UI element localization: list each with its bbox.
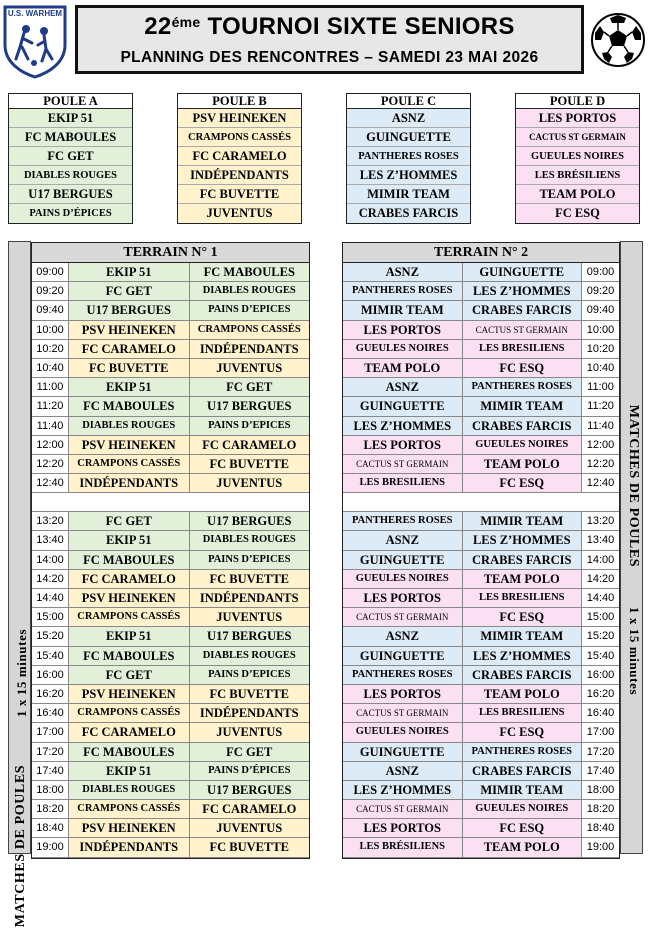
- page-subtitle: PLANNING DES RENCONTRES – SAMEDI 23 MAI 2026: [120, 49, 539, 66]
- away-team: PAINS D’EPICES: [190, 551, 310, 569]
- away-team: GUINGUETTE: [463, 263, 583, 281]
- match-row: [343, 417, 619, 436]
- away-team: JUVENTUS: [190, 819, 310, 837]
- match-row: [32, 378, 309, 397]
- match-time: 10:20: [582, 340, 619, 358]
- home-team: PSV HEINEKEN: [69, 685, 190, 703]
- match-row: [32, 666, 309, 685]
- home-team: FC GET: [69, 512, 190, 530]
- pool-team: FC ESQ: [516, 204, 639, 223]
- away-team: FC BUVETTE: [190, 685, 310, 703]
- away-team: FC GET: [190, 743, 310, 761]
- match-row: [32, 838, 309, 857]
- home-team: CRAMPONS CASSÉS: [69, 800, 190, 818]
- away-team: U17 BERGUES: [190, 512, 310, 530]
- match-time: 16:20: [32, 685, 69, 703]
- home-team: CACTUS ST GERMAIN: [343, 455, 463, 473]
- home-team: EKIP 51: [69, 531, 190, 549]
- pool-header: POULE C: [347, 94, 470, 109]
- pool-team: FC MABOULES: [9, 128, 132, 147]
- home-team: LES PORTOS: [343, 321, 463, 339]
- match-row: [32, 819, 309, 838]
- away-team: TEAM POLO: [463, 838, 583, 856]
- match-time: 18:40: [32, 819, 69, 837]
- match-time: 12:00: [582, 436, 619, 454]
- match-row: [32, 474, 309, 493]
- header-banner: [75, 5, 584, 74]
- terrain-2-schedule: [342, 242, 620, 859]
- pool-team: TEAM POLO: [516, 185, 639, 204]
- away-team: DIABLES ROUGES: [190, 647, 310, 665]
- pool-team: MIMIR TEAM: [347, 185, 470, 204]
- away-team: FC BUVETTE: [190, 570, 310, 588]
- match-row: [343, 666, 619, 685]
- home-team: LES PORTOS: [343, 589, 463, 607]
- away-team: LES BRESILIENS: [463, 704, 583, 722]
- away-team: FC ESQ: [463, 608, 583, 626]
- away-team: JUVENTUS: [190, 474, 310, 492]
- match-time: 12:40: [32, 474, 69, 492]
- away-team: LES BRESILIENS: [463, 589, 583, 607]
- away-team: PANTHERES ROSES: [463, 378, 583, 396]
- match-time: 16:00: [32, 666, 69, 684]
- home-team: PANTHERES ROSES: [343, 512, 463, 530]
- home-team: GUEULES NOIRES: [343, 723, 463, 741]
- home-team: LES PORTOS: [343, 436, 463, 454]
- home-team: CACTUS ST GERMAIN: [343, 704, 463, 722]
- home-team: GUINGUETTE: [343, 647, 463, 665]
- match-row: [343, 436, 619, 455]
- away-team: FC BUVETTE: [190, 838, 310, 856]
- match-time: 18:20: [32, 800, 69, 818]
- match-time: 15:00: [582, 608, 619, 626]
- pool-team: GUEULES NOIRES: [516, 147, 639, 166]
- match-time: 18:00: [32, 781, 69, 799]
- match-row: [343, 359, 619, 378]
- home-team: FC MABOULES: [69, 551, 190, 569]
- match-row: [343, 647, 619, 666]
- away-team: FC GET: [190, 378, 310, 396]
- away-team: JUVENTUS: [190, 608, 310, 626]
- match-time: 15:00: [32, 608, 69, 626]
- terrain-1-title: TERRAIN N° 1: [32, 243, 309, 263]
- pool-header: POULE B: [178, 94, 301, 109]
- match-row: [343, 589, 619, 608]
- home-team: ASNZ: [343, 762, 463, 780]
- away-team: FC BUVETTE: [190, 455, 310, 473]
- home-team: CACTUS ST GERMAIN: [343, 608, 463, 626]
- match-row: [32, 301, 309, 320]
- match-time: 09:20: [32, 282, 69, 300]
- away-team: U17 BERGUES: [190, 397, 310, 415]
- match-time: 17:40: [32, 762, 69, 780]
- away-team: FC MABOULES: [190, 263, 310, 281]
- away-team: TEAM POLO: [463, 570, 583, 588]
- pool-header: POULE D: [516, 94, 639, 109]
- match-row: [32, 417, 309, 436]
- match-time: 16:00: [582, 666, 619, 684]
- match-row: [32, 263, 309, 282]
- pool-team: PSV HEINEKEN: [178, 109, 301, 128]
- match-row: [32, 397, 309, 416]
- home-team: FC CARAMELO: [69, 340, 190, 358]
- match-time: 13:20: [32, 512, 69, 530]
- match-row: [343, 838, 619, 857]
- lunch-break-row: [32, 493, 309, 512]
- home-team: GUINGUETTE: [343, 551, 463, 569]
- away-team: CRAMPONS CASSÉS: [190, 321, 310, 339]
- match-row: [32, 781, 309, 800]
- match-row: [343, 743, 619, 762]
- home-team: FC CARAMELO: [69, 570, 190, 588]
- home-team: FC CARAMELO: [69, 723, 190, 741]
- pool-team: CRAMPONS CASSÉS: [178, 128, 301, 147]
- home-team: LES Z’HOMMES: [343, 781, 463, 799]
- match-row: [343, 263, 619, 282]
- away-team: FC ESQ: [463, 359, 583, 377]
- pool-header: POULE A: [9, 94, 132, 109]
- match-row: [343, 397, 619, 416]
- home-team: FC MABOULES: [69, 397, 190, 415]
- match-row: [32, 589, 309, 608]
- home-team: CRAMPONS CASSÉS: [69, 455, 190, 473]
- club-crest-icon: [2, 3, 68, 79]
- match-row: [343, 474, 619, 493]
- away-team: MIMIR TEAM: [463, 512, 583, 530]
- home-team: PSV HEINEKEN: [69, 819, 190, 837]
- away-team: CACTUS ST GERMAIN: [463, 321, 583, 339]
- right-duration-label: 1 x 15 minutes: [627, 606, 642, 696]
- match-time: 13:20: [582, 512, 619, 530]
- terrain-2-title: TERRAIN N° 2: [343, 243, 619, 263]
- match-time: 11:00: [32, 378, 69, 396]
- match-row: [32, 321, 309, 340]
- pool-team: FC GET: [9, 147, 132, 166]
- soccer-ball-icon: [590, 12, 646, 68]
- match-time: 15:20: [32, 627, 69, 645]
- pool-team: LES PORTOS: [516, 109, 639, 128]
- match-row: [32, 512, 309, 531]
- away-team: CRABES FARCIS: [463, 666, 583, 684]
- away-team: LES Z’HOMMES: [463, 282, 583, 300]
- home-team: PANTHERES ROSES: [343, 666, 463, 684]
- home-team: CRAMPONS CASSÉS: [69, 608, 190, 626]
- match-row: [343, 723, 619, 742]
- pool-team: PAINS D’ÉPICES: [9, 204, 132, 223]
- match-time: 10:40: [32, 359, 69, 377]
- away-team: FC ESQ: [463, 819, 583, 837]
- match-row: [343, 762, 619, 781]
- away-team: PAINS D’EPICES: [190, 301, 310, 319]
- home-team: GUINGUETTE: [343, 397, 463, 415]
- away-team: FC ESQ: [463, 474, 583, 492]
- lunch-break-row: [343, 493, 619, 512]
- match-time: 18:20: [582, 800, 619, 818]
- match-time: 12:20: [32, 455, 69, 473]
- home-team: LES PORTOS: [343, 685, 463, 703]
- home-team: INDÉPENDANTS: [69, 474, 190, 492]
- match-row: [343, 512, 619, 531]
- home-team: DIABLES ROUGES: [69, 781, 190, 799]
- pool-team: PANTHERES ROSES: [347, 147, 470, 166]
- away-team: PAINS D’EPICES: [190, 417, 310, 435]
- pool-a-table: [8, 93, 133, 224]
- home-team: ASNZ: [343, 263, 463, 281]
- match-time: 13:40: [582, 531, 619, 549]
- home-team: CACTUS ST GERMAIN: [343, 800, 463, 818]
- match-time: 17:00: [32, 723, 69, 741]
- left-phase-label: MATCHES DE POULES: [13, 764, 28, 928]
- pool-b-table: [177, 93, 302, 224]
- match-row: [32, 627, 309, 646]
- match-row: [32, 551, 309, 570]
- home-team: FC MABOULES: [69, 743, 190, 761]
- pool-team: ASNZ: [347, 109, 470, 128]
- away-team: FC CARAMELO: [190, 800, 310, 818]
- pool-team: INDÉPENDANTS: [178, 166, 301, 185]
- pool-c-table: [346, 93, 471, 224]
- away-team: LES Z’HOMMES: [463, 531, 583, 549]
- match-row: [343, 455, 619, 474]
- match-time: 10:40: [582, 359, 619, 377]
- pool-team: U17 BERGUES: [9, 185, 132, 204]
- pool-team: DIABLES ROUGES: [9, 166, 132, 185]
- match-time: 16:20: [582, 685, 619, 703]
- home-team: DIABLES ROUGES: [69, 417, 190, 435]
- match-row: [32, 455, 309, 474]
- match-time: 14:40: [582, 589, 619, 607]
- away-team: INDÉPENDANTS: [190, 704, 310, 722]
- pool-team: LES Z’HOMMES: [347, 166, 470, 185]
- match-row: [32, 723, 309, 742]
- right-phase-label: MATCHES DE POULES: [626, 404, 641, 568]
- home-team: U17 BERGUES: [69, 301, 190, 319]
- home-team: FC BUVETTE: [69, 359, 190, 377]
- match-time: 09:40: [582, 301, 619, 319]
- home-team: FC MABOULES: [69, 647, 190, 665]
- home-team: EKIP 51: [69, 263, 190, 281]
- away-team: DIABLES ROUGES: [190, 531, 310, 549]
- match-row: [32, 685, 309, 704]
- away-team: U17 BERGUES: [190, 781, 310, 799]
- match-row: [32, 340, 309, 359]
- home-team: GUEULES NOIRES: [343, 340, 463, 358]
- match-time: 11:20: [582, 397, 619, 415]
- pool-d-table: [515, 93, 640, 224]
- match-time: 15:20: [582, 627, 619, 645]
- pool-team: CACTUS ST GERMAIN: [516, 128, 639, 147]
- match-time: 15:40: [32, 647, 69, 665]
- match-time: 11:20: [32, 397, 69, 415]
- home-team: CRAMPONS CASSÉS: [69, 704, 190, 722]
- away-team: INDÉPENDANTS: [190, 340, 310, 358]
- match-row: [343, 531, 619, 550]
- home-team: PANTHERES ROSES: [343, 282, 463, 300]
- match-row: [32, 762, 309, 781]
- home-team: LES PORTOS: [343, 819, 463, 837]
- pool-team: GUINGUETTE: [347, 128, 470, 147]
- away-team: PAINS D’EPICES: [190, 666, 310, 684]
- match-time: 17:20: [32, 743, 69, 761]
- match-time: 15:40: [582, 647, 619, 665]
- match-time: 14:20: [582, 570, 619, 588]
- home-team: ASNZ: [343, 378, 463, 396]
- home-team: INDÉPENDANTS: [69, 838, 190, 856]
- home-team: GUINGUETTE: [343, 743, 463, 761]
- left-duration-label: 1 x 15 minutes: [14, 628, 29, 718]
- match-time: 18:40: [582, 819, 619, 837]
- match-time: 17:40: [582, 762, 619, 780]
- home-team: ASNZ: [343, 627, 463, 645]
- home-team: EKIP 51: [69, 762, 190, 780]
- home-team: GUEULES NOIRES: [343, 570, 463, 588]
- away-team: TEAM POLO: [463, 455, 583, 473]
- away-team: PANTHERES ROSES: [463, 743, 583, 761]
- match-time: 17:20: [582, 743, 619, 761]
- home-team: EKIP 51: [69, 627, 190, 645]
- match-time: 10:00: [32, 321, 69, 339]
- match-time: 14:40: [32, 589, 69, 607]
- away-team: FC ESQ: [463, 723, 583, 741]
- home-team: PSV HEINEKEN: [69, 589, 190, 607]
- pool-team: JUVENTUS: [178, 204, 301, 223]
- match-time: 11:40: [582, 417, 619, 435]
- match-row: [32, 436, 309, 455]
- match-row: [343, 282, 619, 301]
- match-row: [32, 531, 309, 550]
- match-row: [32, 570, 309, 589]
- left-side-panel: [8, 241, 31, 928]
- away-team: MIMIR TEAM: [463, 627, 583, 645]
- away-team: TEAM POLO: [463, 685, 583, 703]
- away-team: LES BRESILIENS: [463, 340, 583, 358]
- match-row: [32, 647, 309, 666]
- match-time: 18:00: [582, 781, 619, 799]
- match-time: 11:40: [32, 417, 69, 435]
- home-team: PSV HEINEKEN: [69, 436, 190, 454]
- away-team: CRABES FARCIS: [463, 301, 583, 319]
- match-time: 12:00: [32, 436, 69, 454]
- away-team: LES Z’HOMMES: [463, 647, 583, 665]
- away-team: CRABES FARCIS: [463, 417, 583, 435]
- home-team: LES BRÉSILIENS: [343, 838, 463, 856]
- match-time: 10:00: [582, 321, 619, 339]
- match-row: [343, 627, 619, 646]
- match-time: 12:40: [582, 474, 619, 492]
- home-team: PSV HEINEKEN: [69, 321, 190, 339]
- away-team: GUEULES NOIRES: [463, 436, 583, 454]
- match-row: [343, 781, 619, 800]
- away-team: CRABES FARCIS: [463, 762, 583, 780]
- match-time: 09:00: [582, 263, 619, 281]
- pool-team: EKIP 51: [9, 109, 132, 128]
- away-team: MIMIR TEAM: [463, 397, 583, 415]
- match-row: [32, 800, 309, 819]
- home-team: LES BRESILIENS: [343, 474, 463, 492]
- away-team: MIMIR TEAM: [463, 781, 583, 799]
- match-row: [343, 551, 619, 570]
- crest-text: U.S. WARHEM: [7, 9, 63, 18]
- match-row: [343, 608, 619, 627]
- match-time: 14:00: [582, 551, 619, 569]
- home-team: LES Z’HOMMES: [343, 417, 463, 435]
- home-team: ASNZ: [343, 531, 463, 549]
- away-team: JUVENTUS: [190, 723, 310, 741]
- match-time: 12:20: [582, 455, 619, 473]
- right-side-panel: [620, 241, 643, 854]
- match-row: [343, 800, 619, 819]
- match-row: [32, 359, 309, 378]
- match-time: 14:20: [32, 570, 69, 588]
- match-row: [32, 282, 309, 301]
- match-time: 11:00: [582, 378, 619, 396]
- away-team: JUVENTUS: [190, 359, 310, 377]
- away-team: CRABES FARCIS: [463, 551, 583, 569]
- pool-team: FC CARAMELO: [178, 147, 301, 166]
- match-row: [32, 743, 309, 762]
- away-team: U17 BERGUES: [190, 627, 310, 645]
- match-time: 19:00: [32, 838, 69, 856]
- match-row: [343, 340, 619, 359]
- match-time: 19:00: [582, 838, 619, 856]
- match-row: [343, 321, 619, 340]
- home-team: TEAM POLO: [343, 359, 463, 377]
- match-time: 13:40: [32, 531, 69, 549]
- away-team: INDÉPENDANTS: [190, 589, 310, 607]
- away-team: GUEULES NOIRES: [463, 800, 583, 818]
- match-time: 16:40: [32, 704, 69, 722]
- match-time: 17:00: [582, 723, 619, 741]
- match-time: 10:20: [32, 340, 69, 358]
- home-team: MIMIR TEAM: [343, 301, 463, 319]
- pool-team: CRABES FARCIS: [347, 204, 470, 223]
- away-team: PAINS D’ÉPICES: [190, 762, 310, 780]
- pool-team: FC BUVETTE: [178, 185, 301, 204]
- home-team: FC GET: [69, 282, 190, 300]
- home-team: EKIP 51: [69, 378, 190, 396]
- match-time: 09:00: [32, 263, 69, 281]
- home-team: FC GET: [69, 666, 190, 684]
- match-row: [32, 704, 309, 723]
- terrain-1-schedule: [31, 242, 310, 859]
- page-title: $22^{éme}$ TOURNOI SIXTE SENIORS: [144, 13, 515, 40]
- match-time: 09:40: [32, 301, 69, 319]
- match-row: [343, 301, 619, 320]
- match-row: [343, 570, 619, 589]
- match-row: [343, 704, 619, 723]
- match-row: [343, 685, 619, 704]
- match-time: 14:00: [32, 551, 69, 569]
- match-time: 16:40: [582, 704, 619, 722]
- match-row: [32, 608, 309, 627]
- pool-team: LES BRÉSILIENS: [516, 166, 639, 185]
- match-row: [343, 819, 619, 838]
- match-row: [343, 378, 619, 397]
- away-team: FC CARAMELO: [190, 436, 310, 454]
- match-time: 09:20: [582, 282, 619, 300]
- away-team: DIABLES ROUGES: [190, 282, 310, 300]
